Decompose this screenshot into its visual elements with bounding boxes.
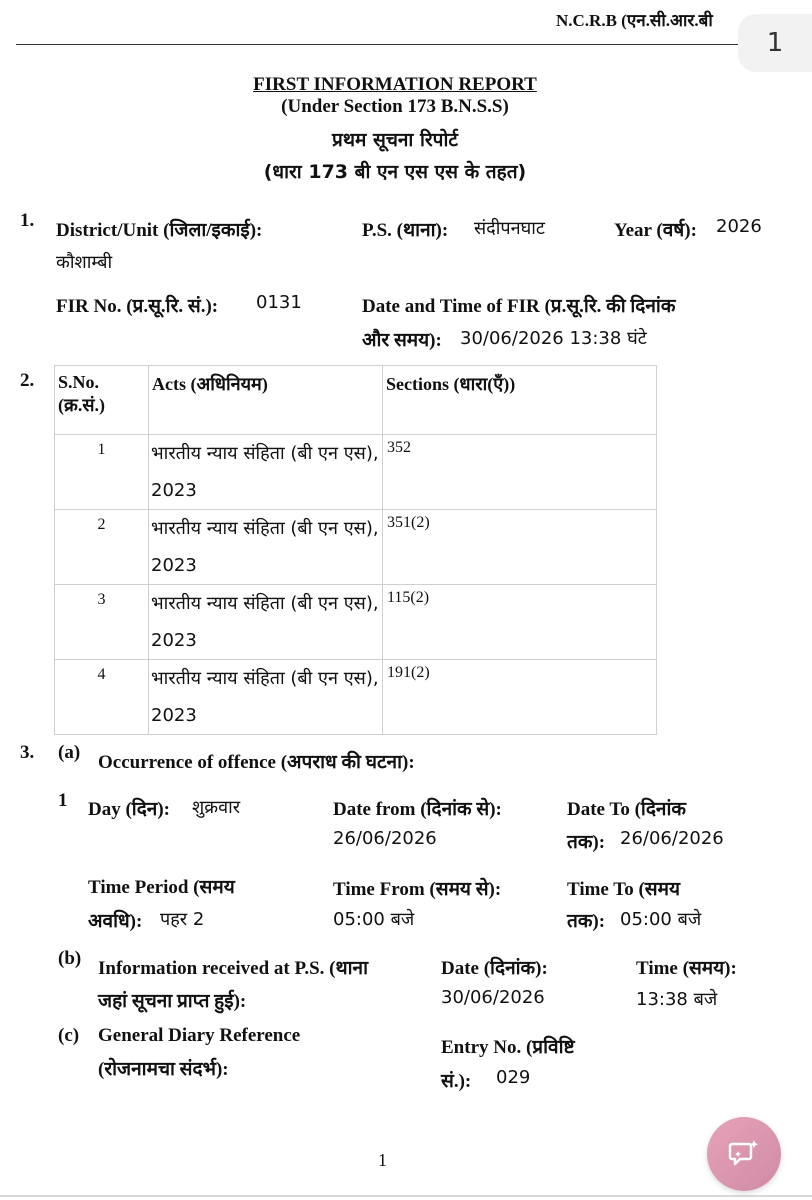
- row-section: 115(2): [387, 589, 430, 606]
- date-from-label: Date from (दिनांक से):: [333, 799, 502, 820]
- ps-label: P.S. (थाना):: [362, 220, 449, 241]
- report-subtitle-hindi: (धारा 173 बी एन एस एस के तहत): [263, 161, 527, 183]
- occurrence-title: Occurrence of offence (अपराध की घटना):: [98, 752, 415, 773]
- fir-datetime-value: 30/06/2026 13:38 घंटे: [460, 328, 647, 349]
- chat-sparkle-icon: [727, 1137, 761, 1171]
- info-time-label: Time (समय):: [636, 958, 737, 979]
- table-row: [55, 585, 657, 660]
- table-row: [55, 510, 657, 585]
- gd-reference-label-hi: (रोजनामचा संदर्भ):: [98, 1059, 229, 1080]
- date-to-label: Date To (दिनांक: [567, 799, 686, 820]
- section-1-number: 1.: [20, 210, 35, 231]
- time-from-value: 05:00 बजे: [333, 909, 415, 930]
- info-received-label-cont: जहां सूचना प्राप्त हुई):: [98, 991, 247, 1012]
- fir-number-value: 0131: [256, 292, 302, 313]
- section-2-number: 2.: [20, 370, 35, 391]
- row-act: भारतीय न्याय संहिता (बी एन एस), 2023: [151, 668, 379, 726]
- row-sno: 1: [97, 441, 106, 458]
- info-date-value: 30/06/2026: [441, 987, 545, 1008]
- district-label: District/Unit (जिला/इकाई):: [56, 220, 263, 241]
- header-divider: [16, 44, 756, 45]
- row-sno: 2: [97, 516, 106, 533]
- bottom-divider: [0, 1195, 812, 1197]
- row-sno: 3: [97, 591, 106, 608]
- time-to-value: 05:00 बजे: [620, 909, 702, 930]
- district-value: कौशाम्बी: [56, 252, 113, 273]
- info-received-label: Information received at P.S. (थाना: [98, 958, 369, 979]
- chat-assistant-button[interactable]: [707, 1117, 781, 1191]
- sno-header: [55, 366, 149, 435]
- date-to-label-cont: तक):: [567, 832, 606, 853]
- entry-no-label: Entry No. (प्रविष्टि: [441, 1037, 575, 1058]
- sno-header-en: S.No.: [58, 372, 100, 392]
- row-section: 351(2): [387, 514, 430, 531]
- page-footer-number: 1: [378, 1150, 387, 1170]
- occurrence-row-number: 1: [58, 790, 68, 811]
- time-from-label: Time From (समय से):: [333, 879, 502, 900]
- row-act: भारतीय न्याय संहिता (बी एन एस), 2023: [151, 518, 379, 576]
- date-from-value: 26/06/2026: [333, 828, 437, 849]
- time-to-label: Time To (समय: [567, 879, 681, 900]
- time-period-label-cont: अवधि):: [88, 911, 143, 932]
- year-label: Year (वर्ष):: [614, 220, 697, 241]
- acts-table-header: [55, 366, 657, 435]
- fir-datetime-label: Date and Time of FIR (प्र.सू.रि. की दिनांक: [362, 296, 676, 317]
- section-3-number: 3.: [20, 742, 35, 763]
- acts-table: [54, 365, 657, 735]
- row-section: 352: [387, 439, 411, 456]
- acts-header: Acts (अधिनियम): [149, 366, 383, 435]
- section-3c-marker: (c): [58, 1025, 80, 1046]
- sections-header: Sections (धारा(एँ)): [383, 366, 657, 435]
- day-value: शुक्रवार: [192, 797, 241, 818]
- day-label: Day (दिन):: [88, 799, 171, 820]
- page-number-badge[interactable]: 1: [738, 14, 812, 72]
- ps-value: संदीपनघाट: [474, 218, 545, 239]
- year-value: 2026: [716, 216, 762, 237]
- row-act: भारतीय न्याय संहिता (बी एन एस), 2023: [151, 443, 379, 501]
- entry-no-label-cont: सं.):: [441, 1071, 472, 1092]
- report-title-hindi: प्रथम सूचना रिपोर्ट: [332, 129, 458, 151]
- fir-number-label: FIR No. (प्र.सू.रि. सं.):: [56, 296, 219, 317]
- info-time-value: 13:38 बजे: [636, 989, 718, 1010]
- fir-datetime-label-cont: और समय):: [362, 330, 442, 351]
- report-title: FIRST INFORMATION REPORT: [253, 74, 537, 95]
- section-3a-marker: (a): [58, 742, 81, 763]
- table-row: [55, 435, 657, 510]
- gd-reference-label: General Diary Reference: [98, 1025, 301, 1046]
- time-period-value: पहर 2: [160, 909, 205, 930]
- row-sno: 4: [97, 666, 106, 683]
- sno-header-hi: (क्र.सं.): [58, 395, 105, 415]
- time-period-label: Time Period (समय: [88, 877, 235, 898]
- time-to-label-cont: तक):: [567, 911, 606, 932]
- info-date-label: Date (दिनांक):: [441, 958, 548, 979]
- row-section: 191(2): [387, 664, 430, 681]
- date-to-value: 26/06/2026: [620, 828, 724, 849]
- report-subtitle: (Under Section 173 B.N.S.S): [281, 96, 509, 117]
- section-3b-marker: (b): [58, 948, 82, 969]
- table-row: [55, 660, 657, 735]
- ncrb-header: N.C.R.B (एन.सी.आर.बी: [556, 11, 713, 30]
- row-act: भारतीय न्याय संहिता (बी एन एस), 2023: [151, 593, 379, 651]
- entry-no-value: 029: [496, 1067, 531, 1088]
